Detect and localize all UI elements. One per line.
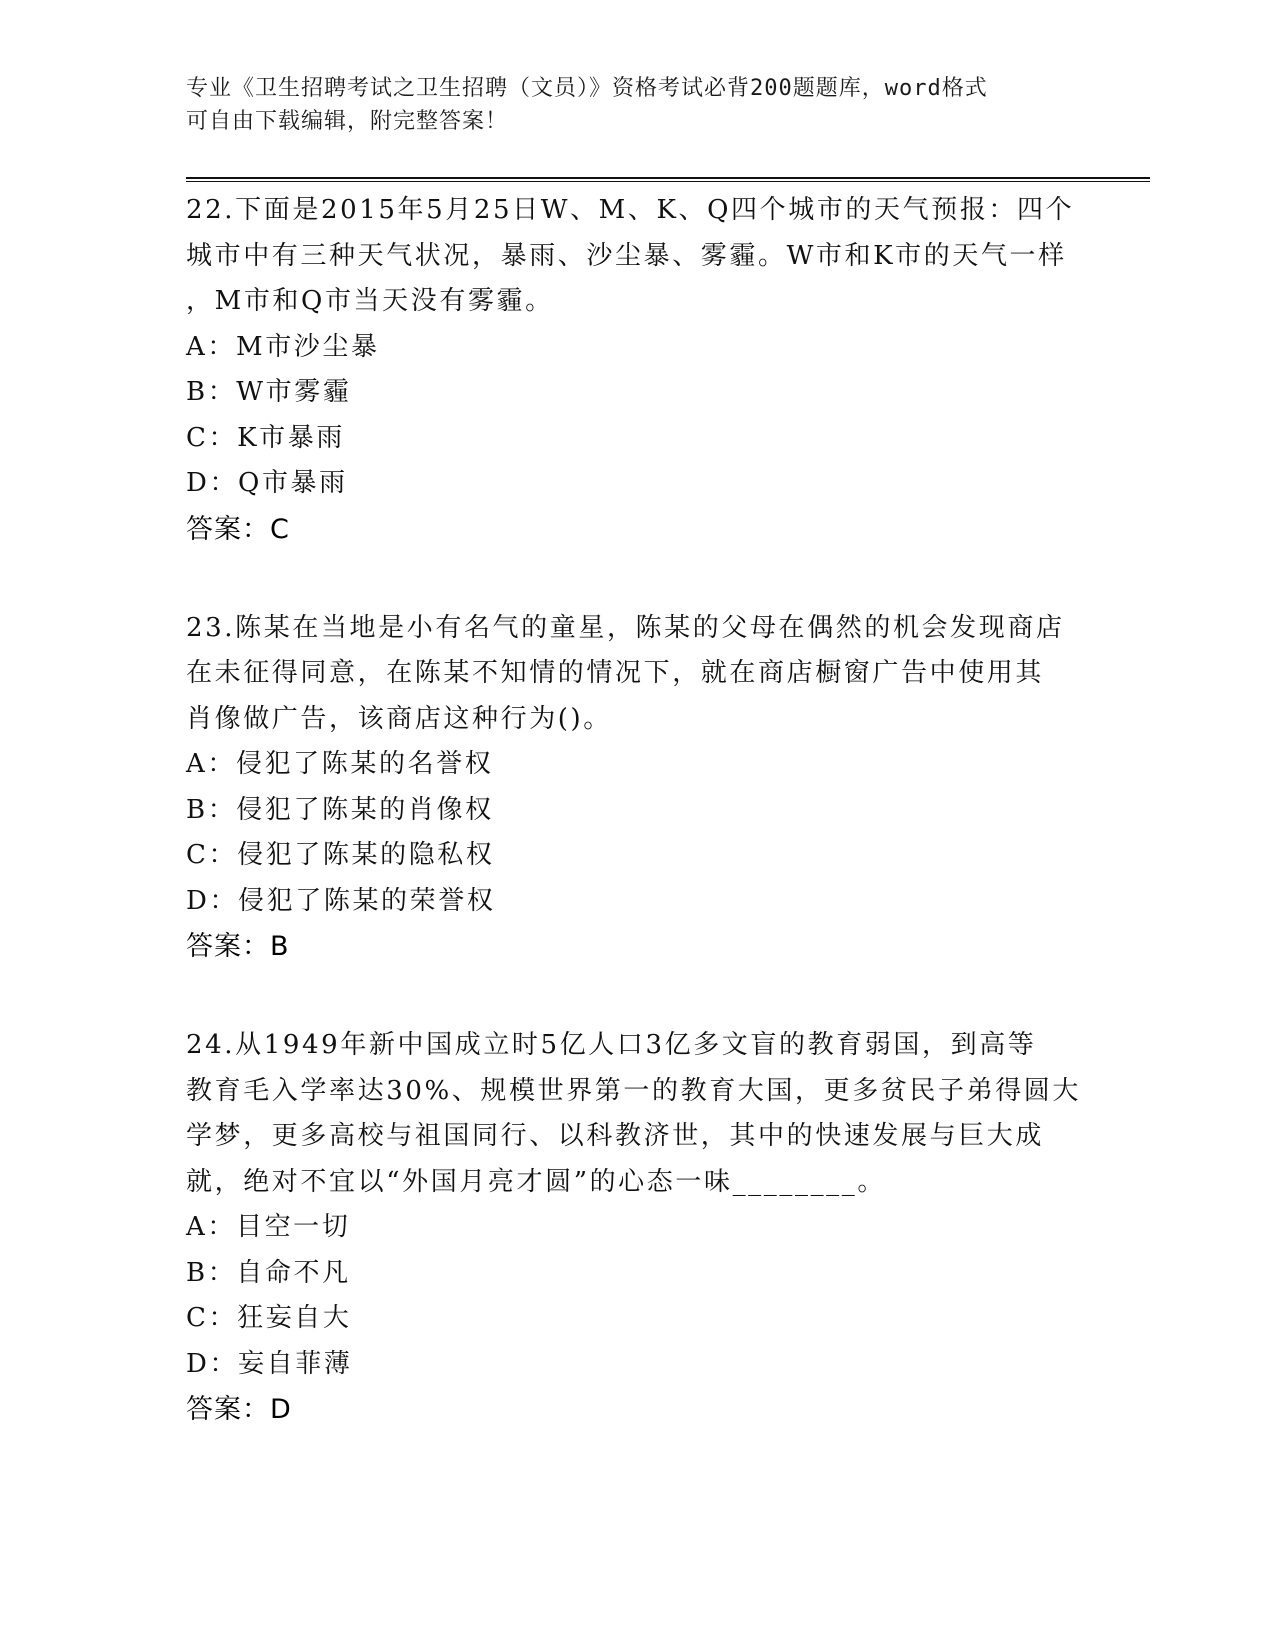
question-list <box>186 188 1086 1486</box>
option-a: A：侵犯了陈某的名誉权 <box>186 749 494 779</box>
header-divider <box>186 177 1150 182</box>
option-a: A：M市沙尘暴 <box>186 331 380 362</box>
header-line-1: 专业《卫生招聘考试之卫生招聘（文员）》资格考试必背200题题库，word格式 <box>186 76 988 101</box>
question-24 <box>186 1023 1086 1433</box>
answer: 答案：D <box>186 1394 292 1425</box>
option-d: D：妄自菲薄 <box>186 1348 353 1379</box>
option-c: C：狂妄自大 <box>186 1303 352 1333</box>
question-stem <box>186 188 1086 325</box>
stem-line: 22.下面是2015年5月25日W、M、K、Q四个城市的天气预报：四个 <box>186 195 1075 225</box>
option-c: C：侵犯了陈某的隐私权 <box>186 840 495 870</box>
stem-line: 23.陈某在当地是小有名气的童星，陈某的父母在偶然的机会发现商店 <box>186 612 1065 643</box>
stem-line: 就，绝对不宜以“外国月亮才圆”的心态一味________。 <box>186 1166 886 1197</box>
stem-line: 肖像做广告，该商店这种行为()。 <box>186 703 612 734</box>
stem-line: 在未征得同意，在陈某不知情的情况下，就在商店橱窗广告中使用其 <box>186 658 1045 688</box>
stem-line: 24.从1949年新中国成立时5亿人口3亿多文盲的教育弱国，到高等 <box>186 1030 1037 1060</box>
option-b: B：自命不凡 <box>186 1257 351 1288</box>
stem-line: 教育毛入学率达30%、规模世界第一的教育大国，更多贫民子弟得圆大 <box>186 1075 1081 1106</box>
document-header <box>186 72 1086 138</box>
answer: 答案：C <box>186 513 290 545</box>
answer: 答案：B <box>186 931 290 962</box>
question-22 <box>186 188 1086 553</box>
header-line-2: 可自由下载编辑，附完整答案！ <box>186 109 509 134</box>
option-a: A：目空一切 <box>186 1212 351 1242</box>
stem-line: 学梦，更多高校与祖国同行、以科教济世，其中的快速发展与巨大成 <box>186 1121 1045 1151</box>
option-c: C：K市暴雨 <box>186 422 345 453</box>
stem-line: 城市中有三种天气状况，暴雨、沙尘暴、雾霾。W市和K市的天气一样 <box>186 240 1067 271</box>
option-d: D：Q市暴雨 <box>186 468 348 498</box>
question-23 <box>186 606 1086 971</box>
question-stem <box>186 1023 1086 1205</box>
stem-line: ，M市和Q市当天没有雾霾。 <box>186 286 554 316</box>
question-stem <box>186 606 1086 743</box>
option-b: B：W市雾霾 <box>186 377 352 407</box>
option-d: D：侵犯了陈某的荣誉权 <box>186 885 496 916</box>
option-b: B：侵犯了陈某的肖像权 <box>186 794 494 825</box>
